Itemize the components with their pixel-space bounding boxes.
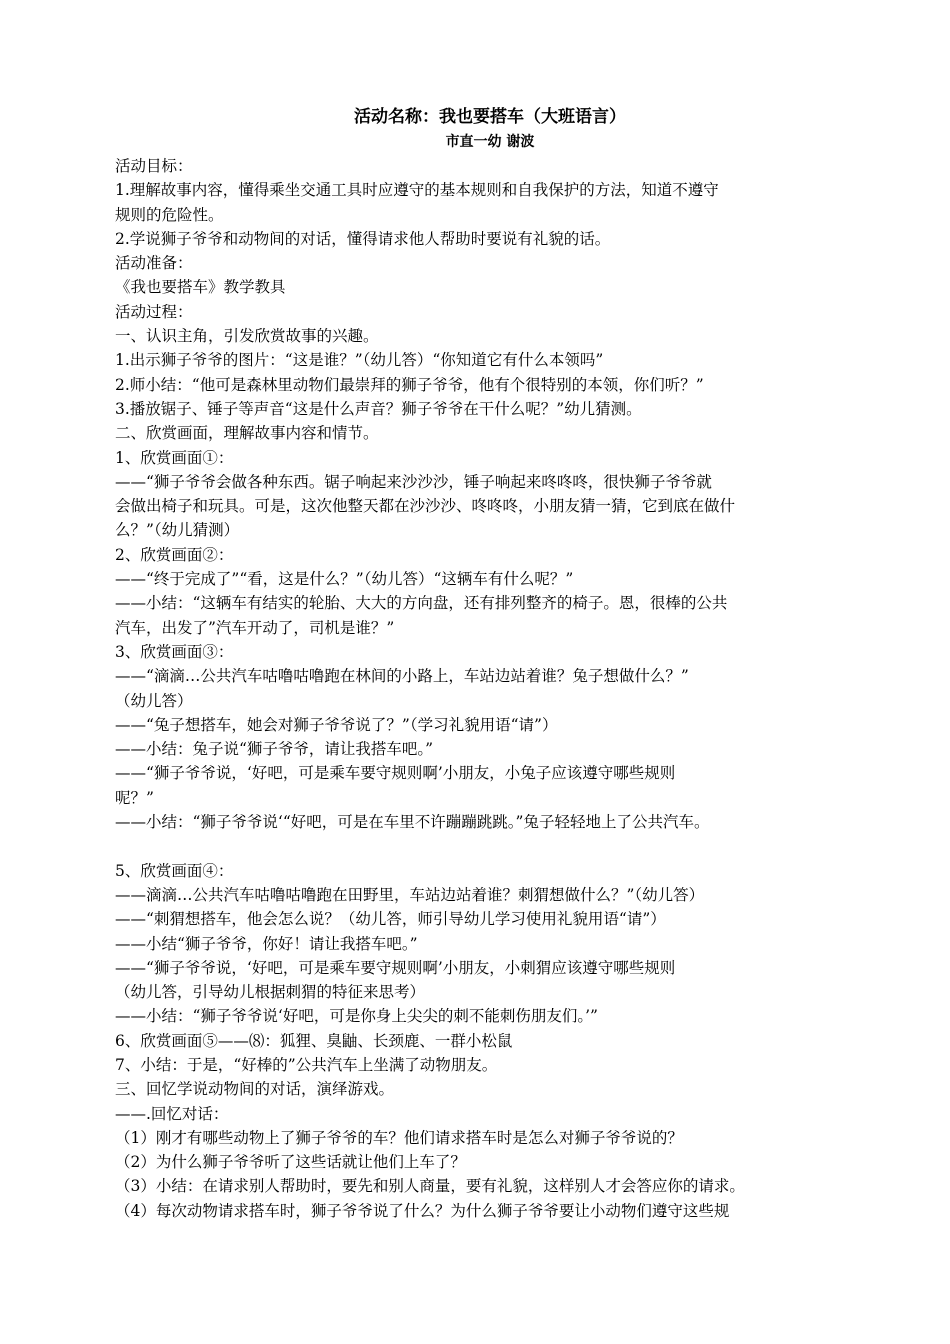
text-line: ——“狮子爷爷说，‘好吧，可是乘车要守规则啊’小朋友，小兔子应该遵守哪些规则 (115, 764, 676, 783)
text-line: ——“刺猬想搭车，他会怎么说？（幼儿答，师引导幼儿学习使用礼貌用语“请”） (115, 910, 666, 929)
text-line: 三、回忆学说动物间的对话，演绎游戏。 (115, 1080, 395, 1099)
text-line: 活动过程： (115, 302, 193, 321)
text-line: （3）小结：在请求别人帮助时，要先和别人商量，要有礼貌，这样别人才会答应你的请求。 (115, 1177, 745, 1196)
document-title: 活动名称：我也要搭车（大班语言） (354, 107, 626, 127)
text-line: 么？”（幼儿猜测） (115, 521, 240, 540)
text-line: 一、认识主角，引发欣赏故事的兴趣。 (115, 327, 379, 346)
text-line: （幼儿答） (115, 691, 193, 710)
text-line: ——“滴滴…公共汽车咕噜咕噜跑在林间的小路上，车站边站着谁？兔子想做什么？” (115, 667, 689, 686)
text-line: 会做出椅子和玩具。可是，这次他整天都在沙沙沙、咚咚咚，小朋友猜一猜，它到底在做什 (115, 497, 736, 516)
text-line: 规则的危险性。 (115, 205, 224, 224)
text-line: 1.出示狮子爷爷的图片：“这是谁？”（幼儿答）“你知道它有什么本领吗” (115, 351, 604, 370)
text-line: 3.播放锯子、锤子等声音“这是什么声音？狮子爷爷在干什么呢？”幼儿猜测。 (115, 399, 642, 418)
document-page (115, 104, 865, 1223)
text-line: 7、小结：于是，“好棒的”公共汽车上坐满了动物朋友。 (115, 1055, 498, 1074)
text-line: （2）为什么狮子爷爷听了这些话就让他们上车了？ (115, 1153, 466, 1172)
text-line: （1）刚才有哪些动物上了狮子爷爷的车？他们请求搭车时是怎么对狮子爷爷说的？ (115, 1128, 683, 1147)
text-line: ——“狮子爷爷说，‘好吧，可是乘车要守规则啊’小朋友，小刺猬应该遵守哪些规则 (115, 958, 676, 977)
text-line: 二、欣赏画面，理解故事内容和情节。 (115, 424, 379, 443)
text-line: ——小结：兔子说“狮子爷爷，请让我搭车吧。” (115, 740, 434, 759)
text-line: 活动目标： (115, 157, 193, 175)
text-line: ——.回忆对话： (115, 1104, 229, 1123)
text-line: 呢？” (115, 788, 154, 807)
text-line: ——滴滴…公共汽车咕噜咕噜跑在田野里，车站边站着谁？刺猬想做什么？”（幼儿答） (115, 885, 705, 904)
text-line: 活动准备： (115, 254, 193, 273)
text-line: 5、欣赏画面④： (115, 861, 234, 880)
text-line: ——“兔子想搭车，她会对狮子爷爷说了？”（学习礼貌用语“请”） (115, 715, 558, 734)
text-line: 2、欣赏画面②： (115, 545, 234, 564)
text-line: ——小结：“狮子爷爷说‘“好吧，可是在车里不许蹦蹦跳跳。”兔子轻轻地上了公共汽车。 (115, 813, 710, 832)
text-line (115, 834, 865, 858)
text-line: ——小结：“这辆车有结实的轮胎、大大的方向盘，还有排列整齐的椅子。恩，很棒的公共 (115, 594, 728, 613)
text-line: 2.学说狮子爷爷和动物间的对话，懂得请求他人帮助时要说有礼貌的话。 (115, 229, 611, 248)
text-line: （4）每次动物请求搭车时，狮子爷爷说了什么？为什么狮子爷爷要让小动物们遵守这些规 (115, 1201, 730, 1220)
text-line: ——“狮子爷爷会做各种东西。锯子响起来沙沙沙，锤子响起来咚咚咚，很快狮子爷爷就 (115, 472, 712, 491)
document-author: 市直一幼 谢波 (445, 134, 535, 150)
text-line: 1、欣赏画面①： (115, 448, 234, 467)
text-line: ——小结：“狮子爷爷说‘好吧，可是你身上尖尖的刺不能刺伤朋友们。’” (115, 1007, 598, 1026)
text-line: 2.师小结：“他可是森林里动物们最崇拜的狮子爷爷，他有个很特别的本领，你们听？” (115, 375, 704, 394)
text-line: 《我也要搭车》教学教具 (115, 278, 286, 297)
text-line: 3、欣赏画面③： (115, 642, 234, 661)
text-line: ——“终于完成了”“看，这是什么？”（幼儿答）“这辆车有什么呢？” (115, 570, 574, 589)
text-line: 1.理解故事内容，懂得乘坐交通工具时应遵守的基本规则和自我保护的方法，知道不遵守 (115, 181, 719, 200)
document-body (115, 154, 865, 1223)
text-line: 汽车，出发了”汽车开动了，司机是谁？” (115, 618, 395, 637)
text-line: ——小结“狮子爷爷，你好！请让我搭车吧。” (115, 934, 418, 953)
text-line: （幼儿答，引导幼儿根据刺猬的特征来思考） (115, 983, 426, 1002)
text-line: 6、欣赏画面⑤——⑻：狐狸、臭鼬、长颈鹿、一群小松鼠 (115, 1031, 513, 1050)
